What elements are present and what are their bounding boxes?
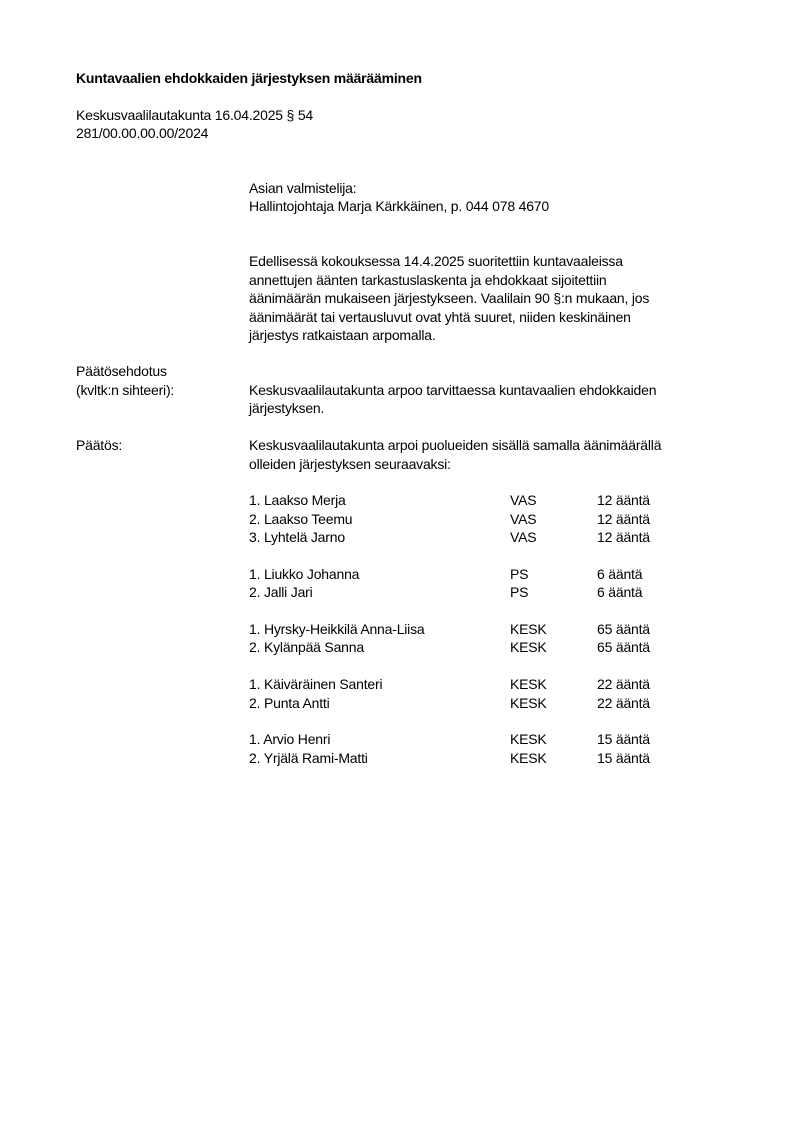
candidate-party: VAS (510, 511, 537, 527)
candidate-party: KESK (510, 676, 547, 692)
proposal-text-line: järjestyksen. (249, 400, 325, 416)
background-text-line: järjestys ratkaistaan arpomalla. (249, 327, 436, 343)
candidate-party: KESK (510, 639, 547, 655)
candidate-name: 2. Yrjälä Rami-Matti (249, 750, 368, 766)
candidate-name: 1. Hyrsky-Heikkilä Anna-Liisa (249, 621, 425, 637)
proposal-label-author: (kvltk:n sihteeri): (76, 382, 175, 398)
candidate-party: KESK (510, 621, 547, 637)
candidate-votes: 15 ääntä (597, 731, 650, 747)
record-id: 281/00.00.00.00/2024 (76, 125, 209, 141)
candidate-name: 2. Laakso Teemu (249, 511, 353, 527)
candidate-votes: 12 ääntä (597, 492, 650, 508)
proposal-label: Päätösehdotus (76, 363, 167, 379)
candidate-name: 1. Laakso Merja (249, 492, 346, 508)
background-text-line: Edellisessä kokouksessa 14.4.2025 suoritettiin kuntavaaleissa (249, 253, 623, 269)
document-title: Kuntavaalien ehdokkaiden järjestyksen määrääminen (76, 70, 422, 86)
preparer-label: Asian valmistelija: (249, 180, 357, 196)
decision-label: Päätös: (76, 437, 123, 453)
background-text-line: annettujen äänten tarkastuslaskenta ja ehdokkaat sijoitettiin (249, 272, 607, 288)
candidate-party: VAS (510, 492, 537, 508)
candidate-party: KESK (510, 750, 547, 766)
candidate-votes: 65 ääntä (597, 639, 650, 655)
candidate-party: KESK (510, 731, 547, 747)
candidate-party: VAS (510, 529, 537, 545)
candidate-votes: 6 ääntä (597, 566, 643, 582)
preparer-value: Hallintojohtaja Marja Kärkkäinen, p. 044 078 4670 (249, 198, 549, 214)
decision-text-line: olleiden järjestyksen seuraavaksi: (249, 456, 451, 472)
proposal-text-line: Keskusvaalilautakunta arpoo tarvittaessa kuntavaalien ehdokkaiden (249, 382, 657, 398)
background-text-line: äänimäärän mukaiseen järjestykseen. Vaalilain 90 §:n mukaan, jos (249, 290, 650, 306)
candidate-name: 2. Kylänpää Sanna (249, 639, 364, 655)
candidate-name: 1. Käiväräinen Santeri (249, 676, 383, 692)
candidate-votes: 65 ääntä (597, 621, 650, 637)
candidate-votes: 22 ääntä (597, 676, 650, 692)
candidate-party: PS (510, 584, 529, 600)
decision-text-line: Keskusvaalilautakunta arpoi puolueiden sisällä samalla äänimäärällä (249, 437, 662, 453)
candidate-votes: 15 ääntä (597, 750, 650, 766)
candidate-votes: 12 ääntä (597, 529, 650, 545)
candidate-votes: 12 ääntä (597, 511, 650, 527)
candidate-name: 3. Lyhtelä Jarno (249, 529, 345, 545)
candidate-votes: 22 ääntä (597, 695, 650, 711)
candidate-party: KESK (510, 695, 547, 711)
candidate-votes: 6 ääntä (597, 584, 643, 600)
candidate-name: 1. Liukko Johanna (249, 566, 360, 582)
candidate-party: PS (510, 566, 529, 582)
candidate-name: 2. Punta Antti (249, 695, 330, 711)
candidate-name: 2. Jalli Jari (249, 584, 313, 600)
background-text-line: äänimäärät tai vertausluvut ovat yhtä suuret, niiden keskinäinen (249, 309, 631, 325)
meeting-reference: Keskusvaalilautakunta 16.04.2025 § 54 (76, 107, 314, 123)
candidate-name: 1. Arvio Henri (249, 731, 331, 747)
